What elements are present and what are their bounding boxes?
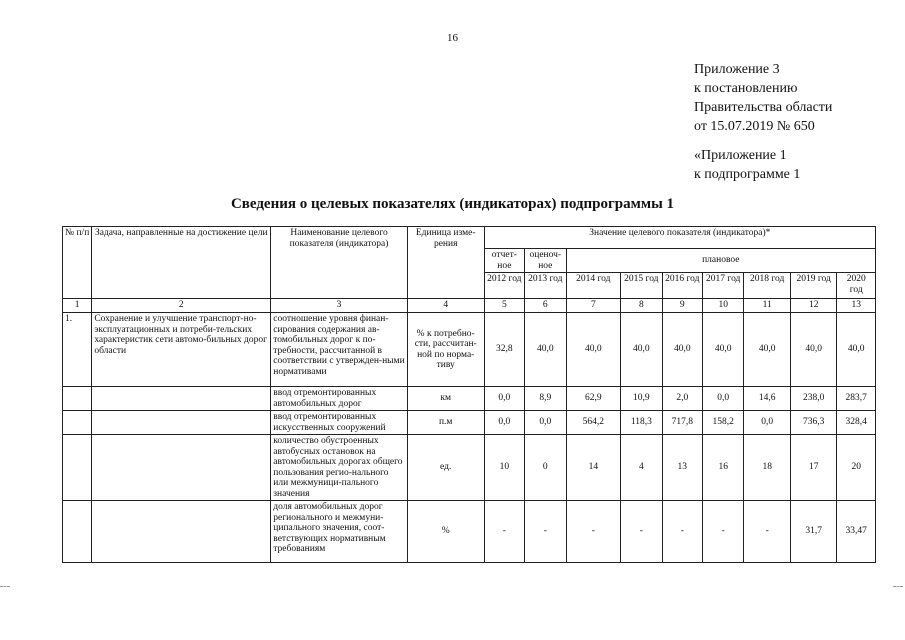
cell-value: 4: [621, 435, 662, 501]
cell-value: 717,8: [662, 411, 702, 435]
cell-num: [63, 411, 92, 435]
cell-value: 33,47: [837, 501, 876, 563]
cell-indicator: количество обустроенных автобусных остановок на автомобильных дорогах общего пользования регио-нального или межмуници-пального значения: [271, 435, 408, 501]
cell-value: 40,0: [744, 313, 791, 387]
column-number: 3: [271, 299, 408, 313]
cell-value: 0,0: [484, 387, 524, 411]
column-number: 4: [407, 299, 484, 313]
cell-value: 0,0: [484, 411, 524, 435]
cell-value: 238,0: [790, 387, 837, 411]
cell-unit: % к потребно-сти, рассчитан-ной по норма-тиву: [407, 313, 484, 387]
column-number: 6: [525, 299, 566, 313]
cell-num: 1.: [63, 313, 92, 387]
appendix-subheader: [694, 146, 894, 184]
cell-unit: п.м: [407, 411, 484, 435]
cell-num: [63, 387, 92, 411]
cell-value: -: [744, 501, 791, 563]
appendix-line: к постановлению: [694, 81, 798, 96]
cell-value: 8,9: [525, 387, 566, 411]
cell-value: 0: [525, 435, 566, 501]
header-num: № п/п: [63, 227, 92, 299]
cell-num: [63, 501, 92, 563]
cell-unit: ед.: [407, 435, 484, 501]
cell-value: 736,3: [790, 411, 837, 435]
header-unit: Единица изме-рения: [407, 227, 484, 299]
cell-task: [92, 435, 271, 501]
column-number: 2: [92, 299, 271, 313]
header-value-group: Значение целевого показателя (индикатора)*: [484, 227, 875, 249]
cell-value: 16: [703, 435, 744, 501]
cell-value: -: [525, 501, 566, 563]
appendix-line: к подпрограмме 1: [694, 167, 801, 182]
cell-value: 564,2: [566, 411, 621, 435]
document-title: Сведения о целевых показателях (индикаторах) подпрограммы 1: [230, 196, 675, 212]
cell-task: Сохранение и улучшение транспорт-но-эксплуатационных и потреби-тельских характеристик сети автомо-бильных дорог области: [92, 313, 271, 387]
cell-value: 0,0: [744, 411, 791, 435]
appendix-line: Приложение 3: [694, 62, 780, 77]
column-number: 13: [837, 299, 876, 313]
cell-value: 0,0: [703, 387, 744, 411]
cell-task: [92, 411, 271, 435]
table-row: [63, 411, 876, 435]
cell-value: 32,8: [484, 313, 524, 387]
cell-value: -: [566, 501, 621, 563]
page-number: 16: [447, 32, 458, 44]
cell-value: 118,3: [621, 411, 662, 435]
header-report: отчет-ное: [484, 249, 524, 273]
header-estimate: оценоч-ное: [525, 249, 566, 273]
cell-value: 40,0: [790, 313, 837, 387]
cell-value: 10,9: [621, 387, 662, 411]
cut-mark-right: [893, 586, 903, 588]
table-row: [63, 313, 876, 387]
cell-value: 40,0: [703, 313, 744, 387]
table-row: [63, 435, 876, 501]
header-indicator: Наименование целевого показателя (индикатора): [271, 227, 408, 299]
cell-value: 283,7: [837, 387, 876, 411]
appendix-line: Правительства области: [694, 100, 833, 115]
cell-indicator: соотношение уровня финан-сирования содержания ав-томобильных дорог к по-требности, рассчитанной в соответствии с утвержден-ными нормативами: [271, 313, 408, 387]
indicators-table: [62, 226, 876, 563]
header-year: 2015 год: [621, 273, 662, 299]
cell-value: -: [703, 501, 744, 563]
cell-value: 40,0: [566, 313, 621, 387]
cell-value: 17: [790, 435, 837, 501]
table-row: [63, 387, 876, 411]
header-year: 2014 год: [566, 273, 621, 299]
header-year: 2016 год: [662, 273, 702, 299]
header-planned: плановое: [566, 249, 875, 273]
cell-value: 20: [837, 435, 876, 501]
header-year: 2020 год: [837, 273, 876, 299]
header-year: 2018 год: [744, 273, 791, 299]
cell-task: [92, 387, 271, 411]
column-number: 11: [744, 299, 791, 313]
cell-unit: %: [407, 501, 484, 563]
column-number: 7: [566, 299, 621, 313]
cell-task: [92, 501, 271, 563]
cell-value: 10: [484, 435, 524, 501]
header-year: 2019 год: [790, 273, 837, 299]
column-number: 1: [63, 299, 92, 313]
cell-indicator: ввод отремонтированных автомобильных дорог: [271, 387, 408, 411]
cell-value: -: [662, 501, 702, 563]
cell-value: 14: [566, 435, 621, 501]
cell-value: 31,7: [790, 501, 837, 563]
column-number: 9: [662, 299, 702, 313]
table-row: [63, 501, 876, 563]
header-task: Задача, направленные на достижение цели: [92, 227, 271, 299]
cell-value: -: [484, 501, 524, 563]
header-year: 2013 год: [525, 273, 566, 299]
cell-value: 62,9: [566, 387, 621, 411]
column-number: 12: [790, 299, 837, 313]
header-year: 2012 год: [484, 273, 524, 299]
cell-value: 40,0: [837, 313, 876, 387]
column-number: 8: [621, 299, 662, 313]
cell-indicator: ввод отремонтированных искусственных сооружений: [271, 411, 408, 435]
cell-indicator: доля автомобильных дорог регионального и межмуни-ципального значения, соот-ветствующих нормативным требованиям: [271, 501, 408, 563]
cell-value: 40,0: [525, 313, 566, 387]
table-body: [63, 313, 876, 563]
appendix-line: «Приложение 1: [694, 148, 787, 163]
cell-unit: км: [407, 387, 484, 411]
appendix-header: [694, 60, 894, 136]
column-number: 5: [484, 299, 524, 313]
cell-value: -: [621, 501, 662, 563]
cell-value: 14,6: [744, 387, 791, 411]
cell-value: 13: [662, 435, 702, 501]
cell-value: 0,0: [525, 411, 566, 435]
cell-value: 2,0: [662, 387, 702, 411]
cell-num: [63, 435, 92, 501]
cell-value: 328,4: [837, 411, 876, 435]
cut-mark-left: [0, 586, 10, 588]
cell-value: 158,2: [703, 411, 744, 435]
header-year: 2017 год: [703, 273, 744, 299]
column-number: 10: [703, 299, 744, 313]
cell-value: 18: [744, 435, 791, 501]
cell-value: 40,0: [662, 313, 702, 387]
cell-value: 40,0: [621, 313, 662, 387]
appendix-line: от 15.07.2019 № 650: [694, 119, 815, 134]
